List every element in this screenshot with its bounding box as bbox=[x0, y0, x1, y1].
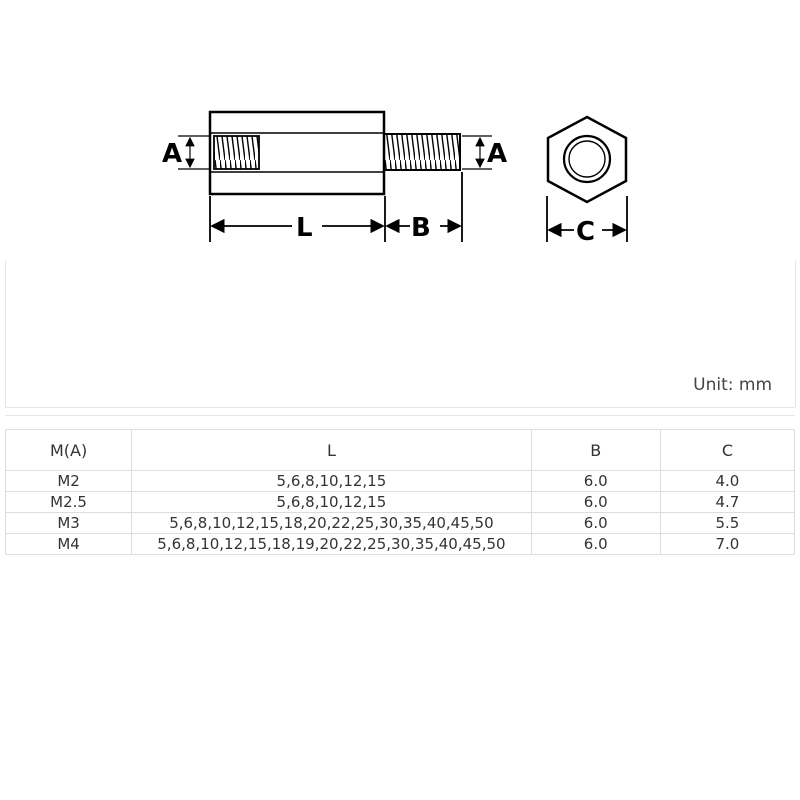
table-row bbox=[6, 513, 795, 534]
external-thread bbox=[384, 134, 460, 170]
cell-b: 6.0 bbox=[531, 534, 660, 555]
header-l: L bbox=[132, 430, 532, 471]
table-row bbox=[6, 534, 795, 555]
cell-c: 4.7 bbox=[660, 492, 794, 513]
spec-table bbox=[5, 429, 795, 555]
cell-lengths: 5,6,8,10,12,15 bbox=[132, 471, 532, 492]
header-c: C bbox=[660, 430, 794, 471]
cell-lengths: 5,6,8,10,12,15 bbox=[132, 492, 532, 513]
cell-lengths: 5,6,8,10,12,15,18,19,20,22,25,30,35,40,45,50 bbox=[132, 534, 532, 555]
dim-label-b: B bbox=[411, 213, 431, 243]
standoff-dimension-diagram bbox=[0, 0, 800, 260]
table-header-row bbox=[6, 430, 795, 471]
header-m-a: M(A) bbox=[6, 430, 132, 471]
divider bbox=[5, 407, 795, 408]
cell-thread-size: M2 bbox=[6, 471, 132, 492]
unit-label: Unit: mm bbox=[693, 375, 772, 395]
dim-label-c: C bbox=[576, 217, 596, 247]
dim-label-a-left: A bbox=[162, 139, 183, 169]
cell-c: 5.5 bbox=[660, 513, 794, 534]
cell-b: 6.0 bbox=[531, 492, 660, 513]
cell-b: 6.0 bbox=[531, 513, 660, 534]
cell-lengths: 5,6,8,10,12,15,18,20,22,25,30,35,40,45,50 bbox=[132, 513, 532, 534]
internal-thread bbox=[214, 136, 259, 169]
table-row bbox=[6, 471, 795, 492]
table-row bbox=[6, 492, 795, 513]
standoff-drawing bbox=[0, 0, 800, 260]
cell-thread-size: M3 bbox=[6, 513, 132, 534]
cell-b: 6.0 bbox=[531, 471, 660, 492]
cell-thread-size: M2.5 bbox=[6, 492, 132, 513]
unit-frame bbox=[5, 260, 796, 407]
cell-c: 4.0 bbox=[660, 471, 794, 492]
dim-label-l: L bbox=[296, 213, 313, 243]
hex-end-view bbox=[548, 117, 626, 202]
header-b: B bbox=[531, 430, 660, 471]
divider bbox=[5, 415, 795, 416]
cell-c: 7.0 bbox=[660, 534, 794, 555]
cell-thread-size: M4 bbox=[6, 534, 132, 555]
dim-label-a-right: A bbox=[487, 139, 508, 169]
